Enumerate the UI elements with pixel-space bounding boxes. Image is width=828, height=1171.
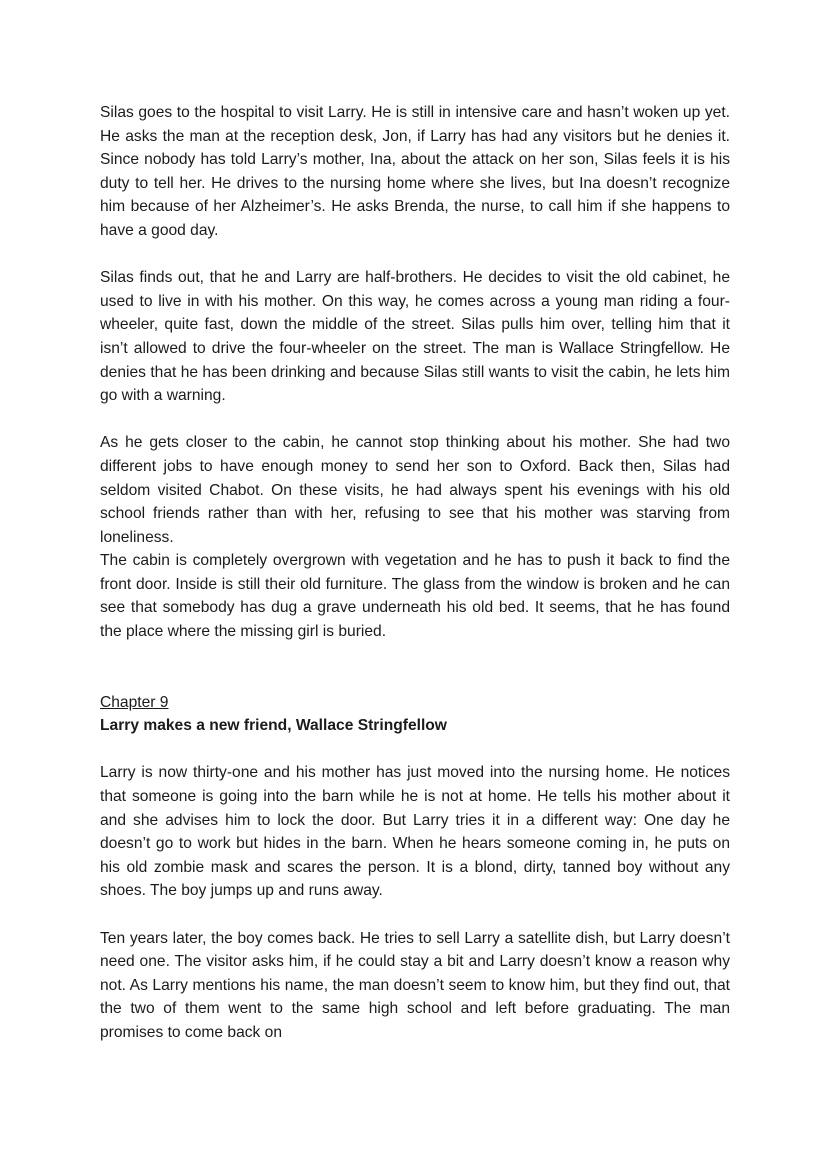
document-page — [100, 101, 730, 1045]
chapter-label: Chapter 9 — [100, 693, 169, 711]
section-spacer — [100, 644, 730, 691]
paragraph-barn-boy: Larry is now thirty-one and his mother has just moved into the nursing home. He notices that someone is going into the barn while he is not at home. He tells his mother about it and she advises him to lock the door. But Larry tries it in a different way: One day he doesn’t go to work but hides in the barn. When he hears someone coming in, he puts on his old zombie mask and scares the person. It is a blond, dirty, tanned boy without any shoes. The boy jumps up and runs away. — [100, 764, 730, 900]
chapter-title: Larry makes a new friend, Wallace Stringfellow — [100, 717, 447, 735]
paragraph-half-brothers: Silas finds out, that he and Larry are half-brothers. He decides to visit the old cabinet, he used to live in with his mother. On this way, he comes across a young man riding a four-wheeler, quite fast, down the middle of the street. Silas pulls him over, telling him that it isn’t allowed to drive the four-wheeler on the street. The man is Wallace Stringfellow. He denies that he has been drinking and because Silas still wants to visit the cabin, he lets him go with a warning. — [100, 269, 730, 405]
paragraph-hospital-visit: Silas goes to the hospital to visit Larry. He is still in intensive care and hasn’t woken up yet. He asks the man at the reception desk, Jon, if Larry has had any visitors but he denies it. Since nobody has told Larry’s mother, Ina, about the attack on her son, Silas feels it is his duty to tell her. He drives to the nursing home where she lives, but Ina doesn’t recognize him because of her Alzheimer’s. He asks Brenda, the nurse, to call him if she happens to have a good day. — [100, 104, 730, 239]
paragraph-spacer — [100, 903, 730, 927]
paragraph-spacer — [100, 738, 730, 762]
paragraph-satellite-dish: Ten years later, the boy comes back. He tries to sell Larry a satellite dish, but Larry doesn’t need one. The visitor asks him, if he could stay a bit and Larry doesn’t know a reason why not. As Larry mentions his name, the man doesn’t seem to know him, but they find out, that the two of them went to the same high school and left before graduating. The man promises to come back on — [100, 929, 730, 1041]
paragraph-mother-memories: As he gets closer to the cabin, he cannot stop thinking about his mother. She had two different jobs to have enough money to send her son to Oxford. Back then, Silas had seldom visited Chabot. On these visits, he had always spent his evenings with his old school friends rather than with her, refusing to see that his mother was starving from loneliness. — [100, 434, 730, 546]
paragraph-cabin-grave: The cabin is completely overgrown with vegetation and he has to push it back to find the front door. Inside is still their old furniture. The glass from the window is broken and he can see that somebody has dug a grave underneath his old bed. It seems, that he has found the place where the missing girl is buried. — [100, 552, 730, 641]
paragraph-spacer — [100, 243, 730, 267]
paragraph-spacer — [100, 408, 730, 432]
